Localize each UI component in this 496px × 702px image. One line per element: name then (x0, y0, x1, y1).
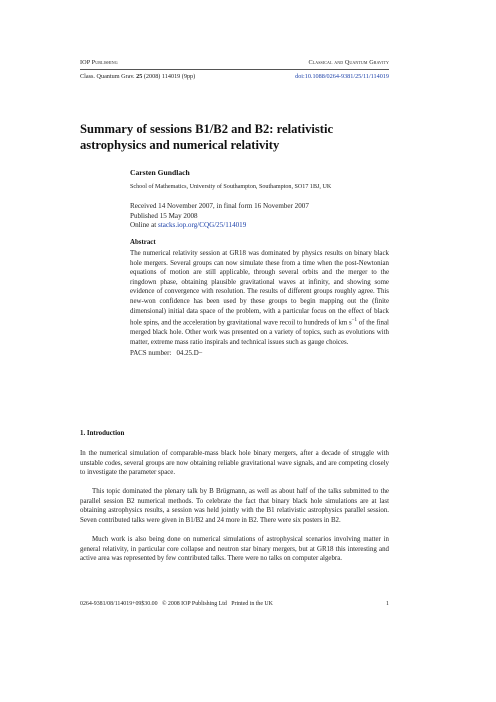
footer-info (80, 601, 273, 607)
publisher-label: IOP Publishing (80, 59, 118, 66)
online-line (130, 221, 309, 231)
footer-printed: Printed in the UK (231, 601, 273, 607)
author-name: Carsten Gundlach (130, 168, 190, 177)
citation-suffix: (2008) 114019 (9pp) (143, 73, 196, 80)
footer-issn: 0264-9381/08/114019+09$30.00 (80, 601, 158, 607)
online-link[interactable]: stacks.iop.org/CQG/25/114019 (157, 221, 247, 229)
pacs-line (130, 350, 203, 357)
header-rule (80, 69, 389, 70)
doi-link[interactable]: doi:10.1088/0264-9381/25/11/114019 (295, 73, 389, 80)
abstract-text-part1: The numerical relativity session at GR18 was dominated by physics results on binary black hole mergers. Several groups can now simulate these from a time when the post-Newtonian equations of motion are still applicable, through several orbits and the merger to the ringdown phase, obtaining plausible gravitational waves at infinity, and showing some evidence of convergence with resolution. The results of different groups roughly agree. This new-won confidence has been used by these groups to begin mapping out the (finite dimensional) initial data space of the problem, with a particular focus on the effect of black hole spins, and the acceleration by gravitational wave recoil to hundreds of km s (130, 250, 389, 327)
pacs-label: PACS number: (130, 350, 172, 357)
section-heading: 1. Introduction (80, 430, 125, 437)
footer-copyright: © 2008 IOP Publishing Ltd (161, 601, 227, 607)
article-title: Summary of sessions B1/B2 and B2: relativistic astrophysics and numerical relativity (80, 122, 334, 152)
abstract-superscript: −1 (351, 318, 357, 324)
abstract-text-part2: of the final merged black hole. Other work was presented on a variety of topics, such as evolutions with matter, extreme mass ratio inspirals and technical issues such as gauge choices. (130, 319, 389, 346)
journal-name: Classical and Quantum Gravity (308, 59, 389, 66)
page-number: 1 (386, 601, 389, 607)
abstract-heading: Abstract (130, 239, 156, 246)
citation-line (80, 73, 195, 81)
publication-dates (130, 202, 309, 231)
intro-paragraph-3: Much work is also being done on numerical simulations of astrophysical scenarios involving matter in general relativity, in particular core collapse and neutron star binary mergers, but at GR18 this interesting and active area was represented by few contributed talks. There were no talks on computer algebra. (80, 536, 389, 563)
received-date: Received 14 November 2007, in final form 16 November 2007 (130, 202, 309, 210)
intro-paragraph-2: This topic dominated the plenary talk by B Brügmann, as well as about half of the talks submitted to the parallel session B2 numerical methods. To celebrate the fact that binary black hole simulations are at last obtaining astrophysics results, a session was held jointly with the B1 relativistic astrophysics parallel session. Seven contributed talks were given in B1/B2 and 24 more in B2. There were six posters in B2. (80, 488, 389, 524)
citation-prefix: Class. Quantum Grav. (80, 73, 135, 80)
pacs-value: 04.25.D− (176, 350, 203, 357)
author-affiliation: School of Mathematics, University of Southampton, Southampton, SO17 1BJ, UK (130, 184, 332, 190)
online-prefix: Online at (130, 221, 157, 229)
published-date: Published 15 May 2008 (130, 211, 198, 220)
intro-paragraph-1: In the numerical simulation of comparable-mass black hole binary mergers, after a decade of struggle with unstable codes, several groups are now obtaining reliable gravitational wave signals, and are competing closely to investigate the parameter space. (80, 450, 389, 477)
citation-volume: 25 (136, 73, 143, 80)
abstract-text (130, 249, 389, 347)
